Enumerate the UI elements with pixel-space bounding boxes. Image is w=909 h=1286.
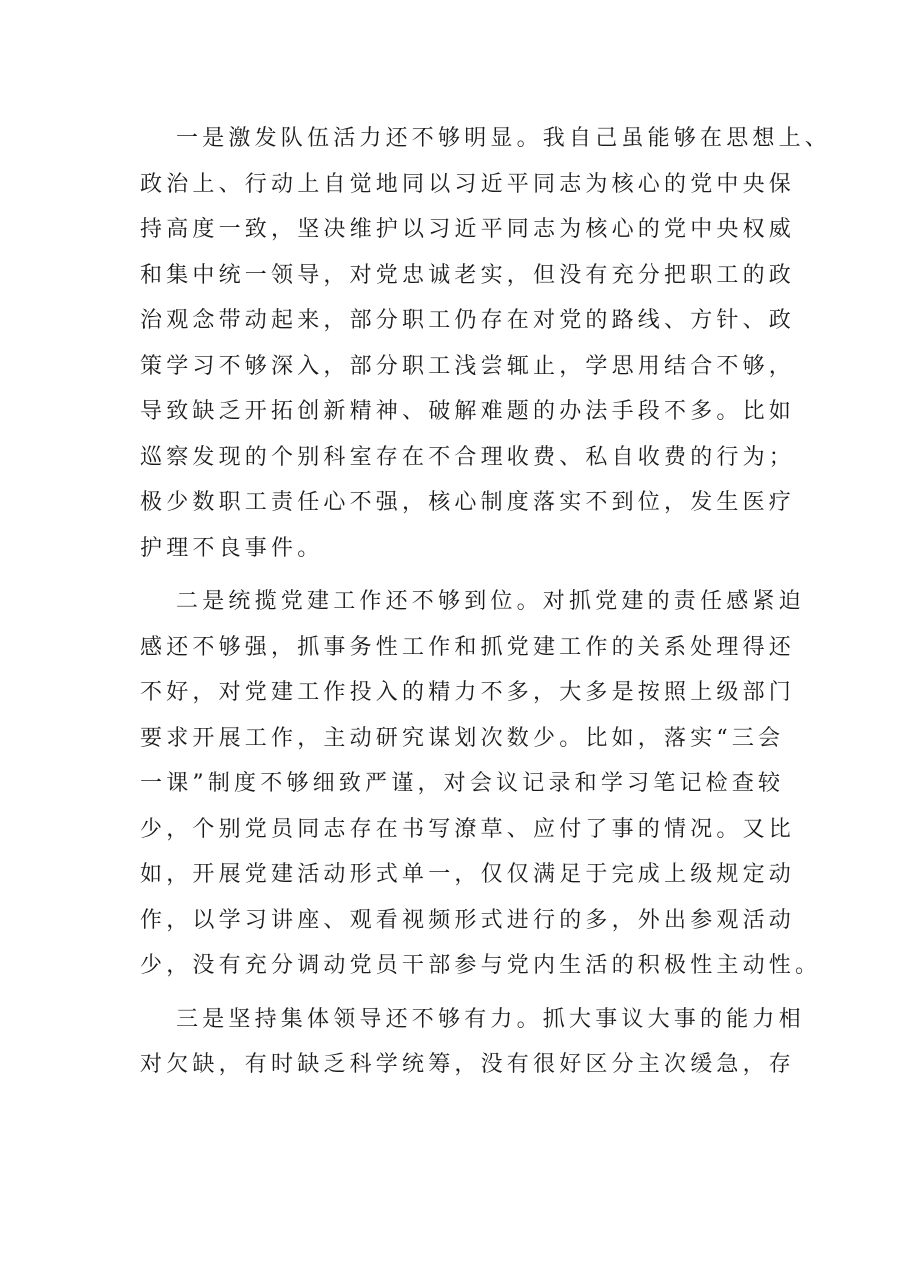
text-line: 治观念带动起来，部分职工仍存在对党的路线、方针、政 <box>140 308 796 333</box>
text-line: 策学习不够深入，部分职工浅尝辄止，学思用结合不够， <box>140 353 796 379</box>
paragraph-2 <box>140 579 822 989</box>
text-line: 一课”制度不够细致严谨，对会议记录和学习笔记检查较 <box>140 771 785 796</box>
text-line: 三是坚持集体领导还不够有力。抓大事议大事的能力相 <box>176 1006 805 1032</box>
text-line: 持高度一致，坚决维护以习近平同志为核心的党中央权威 <box>140 217 796 242</box>
text-line: 二是统揽党建工作还不够到位。对抓党建的责任感紧迫 <box>176 589 805 614</box>
text-line: 少，个别党员同志存在书写潦草、应付了事的情况。又比 <box>140 816 796 842</box>
text-line: 护理不良事件。 <box>140 535 324 561</box>
text-line: 对欠缺，有时缺乏科学统筹，没有很好区分主次缓急，存 <box>140 1052 796 1077</box>
text-line: 巡察发现的个别科室存在不合理收费、私自收费的行为； <box>140 444 796 470</box>
text-line: 极少数职工责任心不强，核心制度落实不到位，发生医疗 <box>140 490 796 515</box>
text-line: 要求开展工作，主动研究谋划次数少。比如，落实“三会 <box>140 725 785 751</box>
text-line: 导致缺乏开拓创新精神、破解难题的办法手段不多。比如 <box>140 399 796 424</box>
text-line: 如，开展党建活动形式单一，仅仅满足于完成上级规定动 <box>140 862 796 887</box>
text-line: 政治上、行动上自觉地同以习近平同志为核心的党中央保 <box>140 171 796 197</box>
text-line: 作，以学习讲座、观看视频形式进行的多，外出参观活动 <box>140 907 796 933</box>
paragraph-1 <box>140 116 832 571</box>
document-body <box>140 116 832 1096</box>
paragraph-3 <box>140 997 805 1088</box>
text-line: 感还不够强，抓事务性工作和抓党建工作的关系处理得还 <box>140 634 796 660</box>
text-line: 少，没有充分调动党员干部参与党内生活的积极性主动性。 <box>140 953 822 978</box>
text-line: 不好，对党建工作投入的精力不多，大多是按照上级部门 <box>140 680 796 705</box>
text-line: 一是激发队伍活力还不够明显。我自己虽能够在思想上、 <box>176 126 832 151</box>
text-line: 和集中统一领导，对党忠诚老实，但没有充分把职工的政 <box>140 262 796 288</box>
